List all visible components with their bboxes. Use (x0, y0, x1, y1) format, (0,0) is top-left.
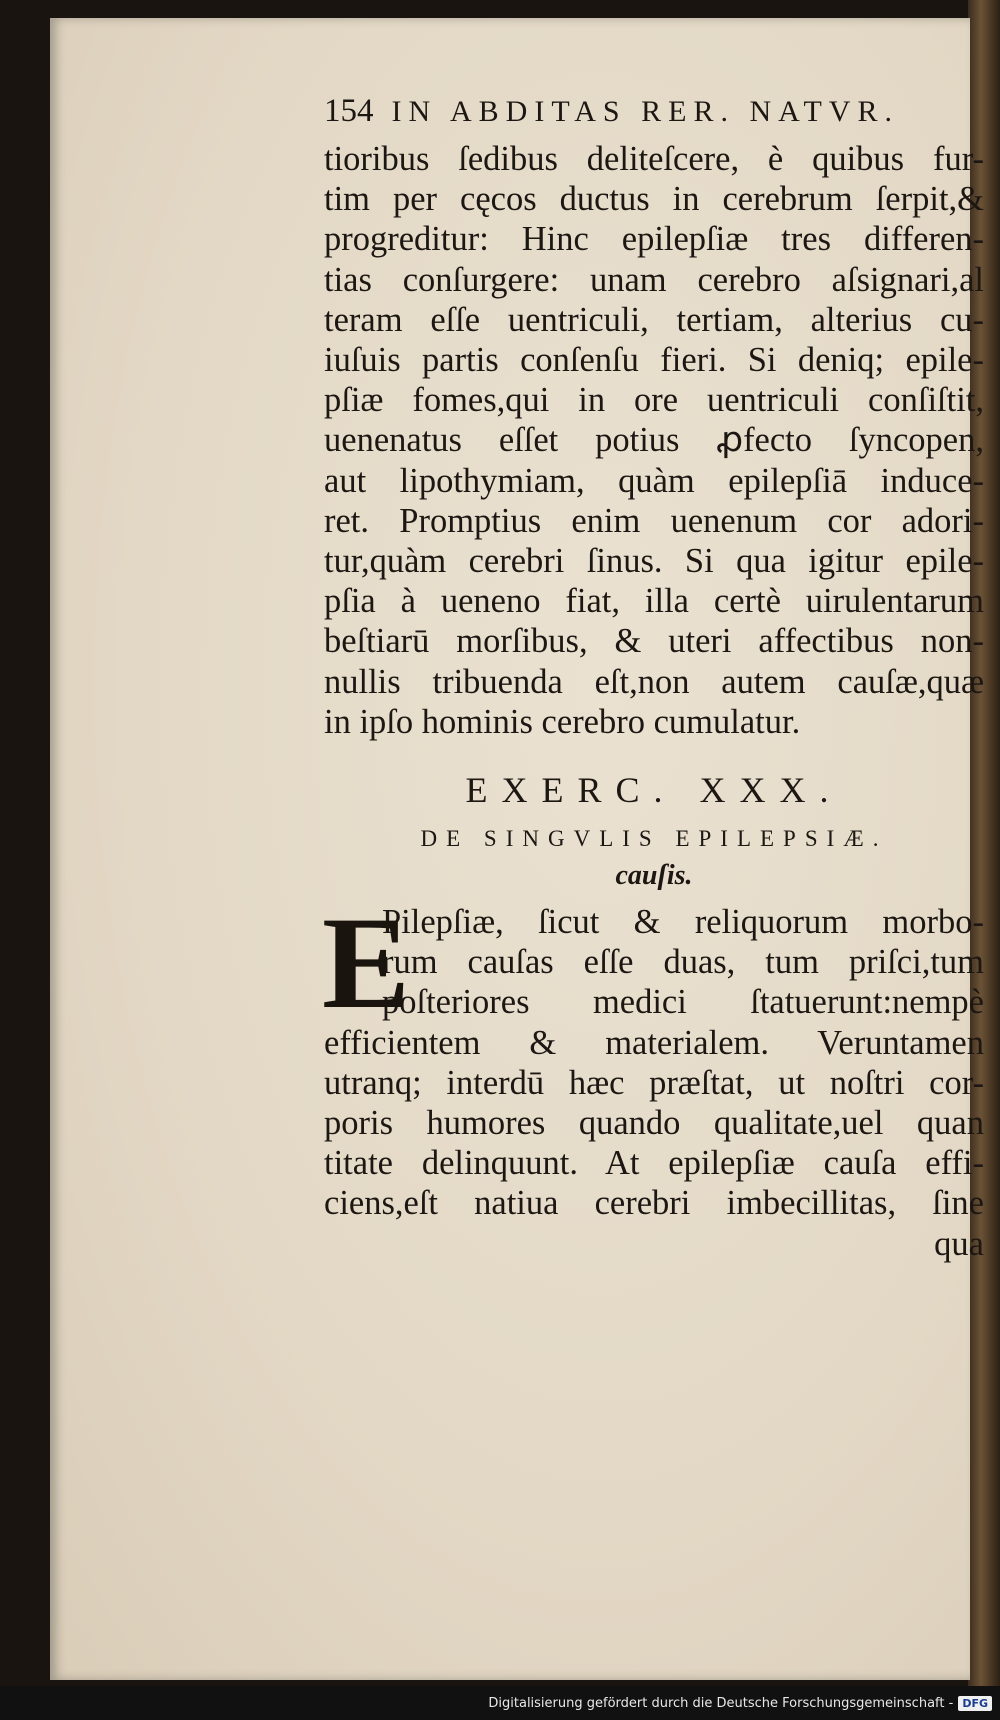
text-line: tioribus ſedibus deliteſcere, è quibus fur- (324, 140, 984, 178)
page-content (324, 93, 984, 1264)
dfg-logo: DFG (958, 1696, 992, 1711)
text-line: Pilepſiæ, ſicut & reliquorum morbo- (382, 903, 984, 942)
digitization-footer (0, 1686, 1000, 1720)
section-heading: EXERC. XXX. (465, 770, 843, 811)
text-line: tur,quàm cerebri ſinus. Si qua igitur epile- (324, 542, 984, 581)
text-line: teram eſſe uentriculi, tertiam, alterius cu- (324, 300, 984, 339)
paragraph-2 (322, 889, 984, 1264)
section-subheading-italic: cauſis. (615, 860, 693, 892)
text-line: utranq; interdū hæc præſtat, ut noſtri cor- (324, 1063, 984, 1102)
page-number: 154 (324, 93, 374, 129)
text-line: ciens,eſt natiua cerebri imbecillitas, ſine (324, 1184, 984, 1223)
text-line: ret. Promptius enim uenenum cor adori- (324, 501, 984, 540)
text-line: pſia à ueneno fiat, illa certè uirulentarum (324, 582, 984, 621)
text-line: in ipſo hominis cerebro cumulatur. (324, 702, 801, 741)
paragraph-1 (324, 139, 984, 742)
text-line: tim per cęcos ductus in cerebrum ſerpit,& (324, 180, 984, 219)
footer-text: Digitalisierung gefördert durch die Deutsche Forschungsgemeinschaft - (488, 1695, 954, 1711)
text-line: beſtiarū morſibus, & uteri affectibus non- (324, 622, 984, 661)
running-head (324, 93, 984, 137)
drop-cap: E (322, 889, 411, 1037)
text-line: rum cauſas eſſe duas, tum priſci,tum (382, 943, 984, 982)
text-line: progreditur: Hinc epilepſiæ tres differen- (324, 220, 984, 259)
text-line: poſteriores medici ſtatuerunt:nempè (382, 983, 984, 1022)
section-subheading: DE SINGVLIS EPILEPSIÆ. (420, 826, 888, 852)
text-line: uenenatus eſſet potius ꝓfecto ſyncopen, (324, 421, 984, 460)
text-line: pſiæ fomes,qui in ore uentriculi conſiſtit, (324, 381, 984, 420)
text-line: nullis tribuenda eſt,non autem cauſæ,quæ (324, 662, 984, 701)
text-line: tias conſurgere: unam cerebro aſsignari,al (324, 260, 984, 299)
book-page (50, 18, 984, 1680)
text-line: efficientem & materialem. Veruntamen (324, 1023, 984, 1062)
text-line: poris humores quando qualitate,uel quan (324, 1104, 984, 1143)
text-line: iuſuis partis conſenſu fieri. Si deniq; epile- (324, 341, 984, 380)
running-title: IN ABDITAS RER. NATVR. (391, 95, 899, 128)
catchword: qua (934, 1224, 984, 1263)
text-line: titate delinquunt. At epilepſiæ cauſa effi- (324, 1144, 984, 1183)
text-line: aut lipothymiam, quàm epilepſiā induce- (324, 461, 984, 500)
